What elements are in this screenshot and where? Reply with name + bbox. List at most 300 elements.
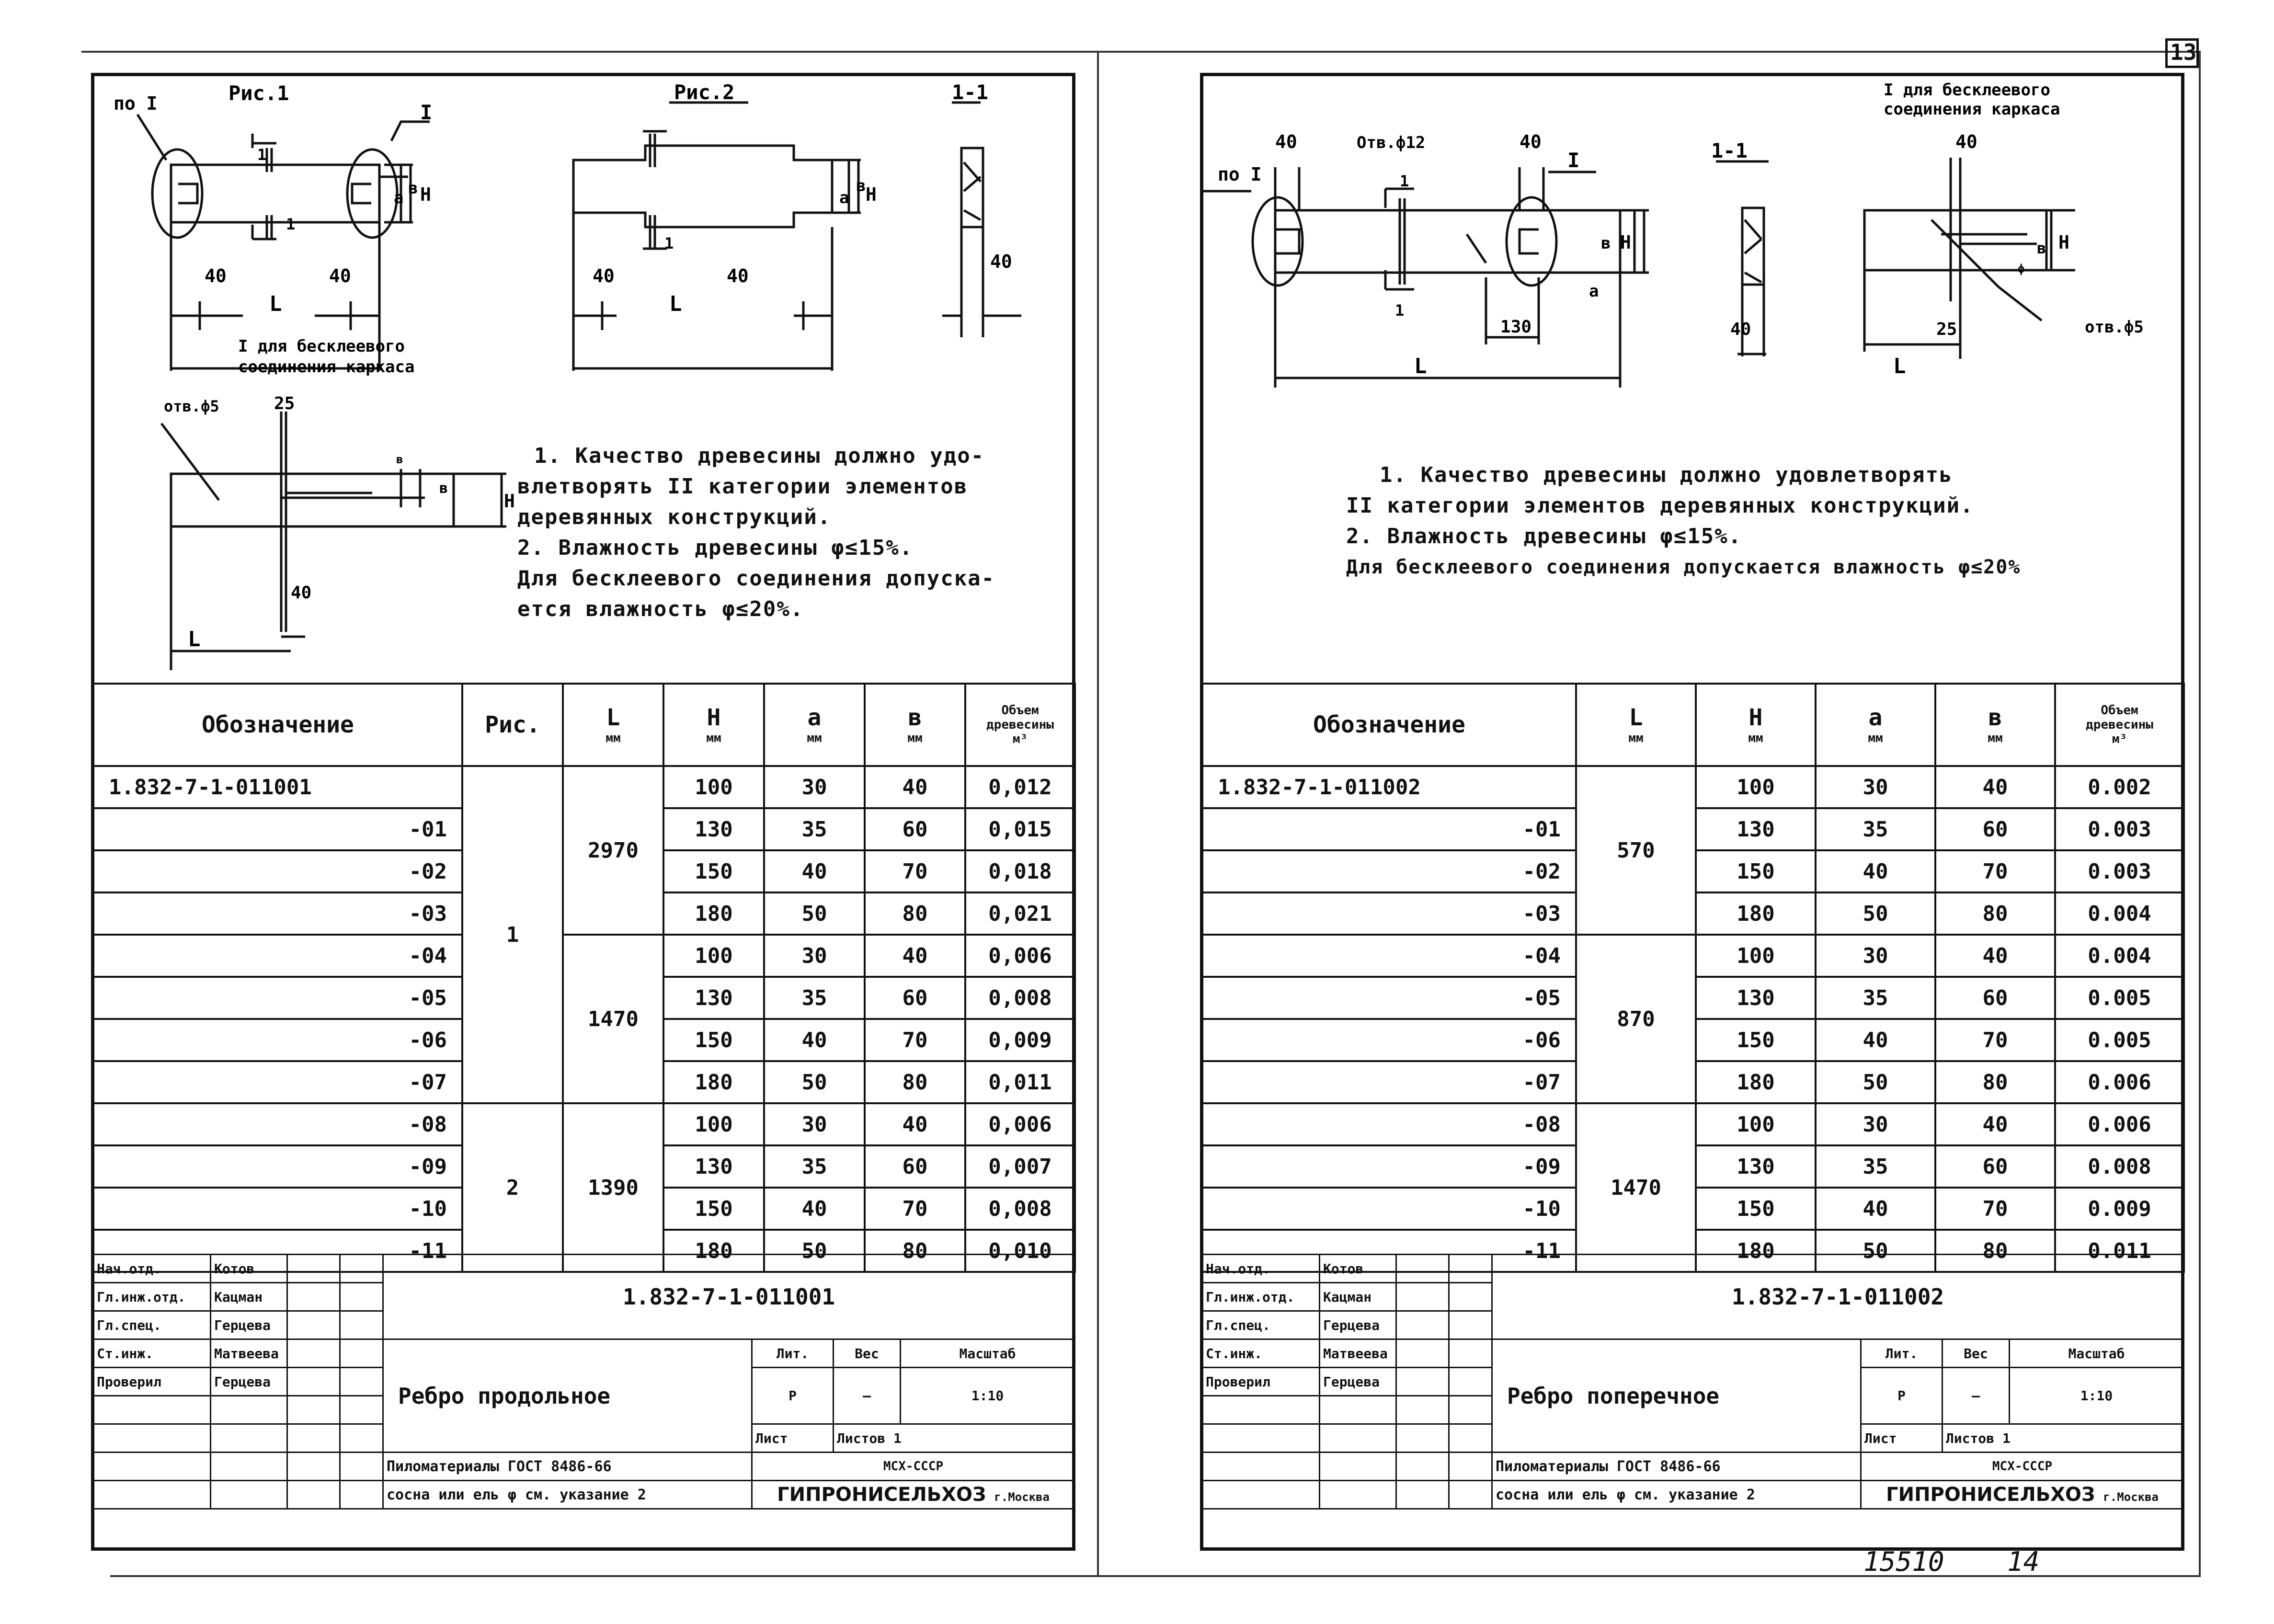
designation-cell: -08 <box>93 1103 462 1145</box>
right-drawings <box>1203 76 2181 683</box>
volume-cell: 0,021 <box>965 892 1075 935</box>
b-cell: 70 <box>865 850 965 892</box>
b-cell: 60 <box>865 1145 965 1188</box>
height-cell: 100 <box>663 1103 764 1145</box>
right-tb-empty-r5a <box>1202 1396 1320 1424</box>
height-cell: 150 <box>663 1019 764 1061</box>
right-note-1: 1. Качество древесины должно удовлетворять <box>1380 463 1953 487</box>
volume-cell: 0.006 <box>2055 1061 2184 1103</box>
fig1-dim-end-left: 40 <box>205 265 227 286</box>
right-tb-lit-h: Лит. <box>1861 1339 1943 1368</box>
left-tb-empty-r5a <box>93 1396 211 1424</box>
right-note-4: Для бесклеевого соединения допускается влажность φ≤20% <box>1346 556 2021 578</box>
designation-cell: -03 <box>93 892 462 935</box>
right-tb-empty-r6d <box>1449 1424 1492 1452</box>
hdr-a: a мм <box>764 684 865 766</box>
length-cell: 1390 <box>563 1103 663 1272</box>
right-tb-date-1 <box>1449 1283 1492 1311</box>
volume-cell: 0.005 <box>2055 1019 2184 1061</box>
a-cell: 40 <box>764 1019 865 1061</box>
fig1-detail-mark: I <box>420 101 433 124</box>
volume-cell: 0.003 <box>2055 850 2184 892</box>
left-tb-empty-r7a <box>93 1452 211 1481</box>
left-tb-name-0: Котов <box>211 1255 287 1283</box>
volume-cell: 0,007 <box>965 1145 1075 1188</box>
right-edge-line <box>2199 51 2201 1577</box>
volume-cell: 0,015 <box>965 808 1075 850</box>
designation-cell: -04 <box>93 935 462 977</box>
b-cell: 60 <box>865 808 965 850</box>
right-tb-role-1: Гл.инж.отд. <box>1202 1283 1320 1311</box>
left-tb-scale: 1:10 <box>901 1368 1075 1424</box>
right-detail-dim-h: H <box>2058 232 2069 253</box>
left-tb-lit: Р <box>752 1368 834 1424</box>
b-cell: 60 <box>1935 808 2055 850</box>
right-tb-empty-r7b <box>1320 1452 1396 1481</box>
designation-cell: -11 <box>93 1230 462 1272</box>
designation-cell: -01 <box>93 808 462 850</box>
height-cell: 100 <box>663 766 764 808</box>
right-spec-header <box>1202 684 2184 766</box>
left-tb-empty-r6d <box>340 1424 383 1452</box>
b-cell: 70 <box>1935 1019 2055 1061</box>
left-tb-date-4 <box>340 1368 383 1396</box>
left-section-dim: 40 <box>990 251 1012 272</box>
rhdr-a: a мм <box>1816 684 1935 766</box>
fig1-dim-length: L <box>269 292 282 316</box>
detail-dim-gap: в <box>396 453 403 466</box>
a-cell: 40 <box>1816 1188 1935 1230</box>
left-tb-sheets-h: Листов 1 <box>834 1424 1075 1452</box>
fig2-dim-b: в <box>856 176 866 195</box>
right-tb-empty-r6c <box>1396 1424 1449 1452</box>
table-row <box>93 935 1075 977</box>
table-row <box>1202 766 2184 808</box>
left-note-2: влетворять II категории элементов <box>517 474 968 499</box>
left-tb-date-2 <box>340 1311 383 1339</box>
table-row <box>93 1103 1075 1145</box>
detail-caption-line1: I для бесклеевого <box>238 337 405 356</box>
b-cell: 70 <box>865 1188 965 1230</box>
designation-cell: -02 <box>1202 850 1576 892</box>
detail-hole-label: отв.ф5 <box>164 397 219 415</box>
left-note-3: деревянных конструкций. <box>517 505 832 529</box>
right-tb-sign-2 <box>1396 1311 1449 1339</box>
right-tb-name-3: Матвеева <box>1320 1339 1396 1368</box>
volume-cell: 0.005 <box>2055 977 2184 1019</box>
right-dim-b: в <box>1601 234 1611 253</box>
volume-cell: 0.003 <box>2055 808 2184 850</box>
right-tb-role-2: Гл.спец. <box>1202 1311 1320 1339</box>
b-cell: 60 <box>1935 977 2055 1019</box>
fig1-dim-b: в <box>408 179 418 198</box>
height-cell: 100 <box>663 935 764 977</box>
detail-dim-bottom: 40 <box>291 583 312 603</box>
right-note-2: II категории элементов деревянных конструкций. <box>1346 493 1974 518</box>
right-tb-date-2 <box>1449 1311 1492 1339</box>
right-tb-ves-h: Вес <box>1943 1339 2010 1368</box>
rhdr-L: L мм <box>1576 684 1696 766</box>
a-cell: 35 <box>764 977 865 1019</box>
hdr-fig: Рис. <box>462 684 563 766</box>
rhdr-volume: Объем древесины м³ <box>2055 684 2184 766</box>
right-tb-scale: 1:10 <box>2010 1368 2184 1424</box>
height-cell: 100 <box>1696 935 1816 977</box>
a-cell: 35 <box>764 808 865 850</box>
a-cell: 50 <box>1816 1061 1935 1103</box>
fig1-section-top: 1 <box>257 146 267 164</box>
right-tb-empty-r5d <box>1449 1396 1492 1424</box>
right-spec-table <box>1201 683 2185 1273</box>
detail-dim-a: в <box>439 480 448 497</box>
rhdr-designation: Обозначение <box>1202 684 1576 766</box>
left-tb-role-2: Гл.спец. <box>93 1311 211 1339</box>
right-tb-ves: — <box>1943 1368 2010 1424</box>
right-tb-code: 1.832-7-1-011002 <box>1492 1255 2184 1339</box>
left-tb-role-4: Проверил <box>93 1368 211 1396</box>
fig2-dim-end-right: 40 <box>727 265 749 286</box>
rhdr-b: в мм <box>1935 684 2055 766</box>
left-tb-empty-r5d <box>340 1396 383 1424</box>
left-note-5: Для бесклеевого соединения допуска- <box>517 566 995 591</box>
left-tb-sign-4 <box>287 1368 340 1396</box>
volume-cell: 0.011 <box>2055 1230 2184 1272</box>
left-tb-sign-0 <box>287 1255 340 1283</box>
a-cell: 40 <box>764 1188 865 1230</box>
a-cell: 35 <box>1816 808 1935 850</box>
b-cell: 80 <box>1935 892 2055 935</box>
a-cell: 35 <box>1816 1145 1935 1188</box>
volume-cell: 0.004 <box>2055 935 2184 977</box>
right-dim-40b: 40 <box>1520 131 1542 152</box>
left-tb-role-1: Гл.инж.отд. <box>93 1283 211 1311</box>
fig1-dim-end-right: 40 <box>329 265 351 286</box>
volume-cell: 0,006 <box>965 1103 1075 1145</box>
b-cell: 40 <box>865 1103 965 1145</box>
left-tb-material-2: сосна или ель φ см. указание 2 <box>383 1481 752 1509</box>
table-row <box>1202 1103 2184 1145</box>
left-tb-sign-1 <box>287 1283 340 1311</box>
height-cell: 180 <box>1696 892 1816 935</box>
hdr-b: в мм <box>865 684 965 766</box>
left-tb-name-3: Матвеева <box>211 1339 287 1368</box>
detail-caption-line2: соединения каркаса <box>238 357 415 377</box>
a-cell: 40 <box>1816 850 1935 892</box>
right-detail-dim-top: 40 <box>1955 131 1977 152</box>
b-cell: 40 <box>1935 1103 2055 1145</box>
fig1-dim-h: H <box>420 184 431 205</box>
height-cell: 130 <box>663 1145 764 1188</box>
right-tb-scale-h: Масштаб <box>2010 1339 2184 1368</box>
designation-cell: -05 <box>1202 977 1576 1019</box>
designation-cell: -10 <box>1202 1188 1576 1230</box>
fig1-detail-ref: по I <box>114 93 158 114</box>
right-detail-dim-length: L <box>1893 354 1906 378</box>
left-tb-empty-r7c <box>287 1452 340 1481</box>
a-cell: 30 <box>764 935 865 977</box>
designation-cell: -03 <box>1202 892 1576 935</box>
left-tb-ves: — <box>834 1368 901 1424</box>
left-tb-material-1: Пиломатериалы ГОСТ 8486-66 <box>383 1452 752 1481</box>
a-cell: 50 <box>1816 892 1935 935</box>
height-cell: 130 <box>1696 977 1816 1019</box>
left-tb-empty-r7d <box>340 1452 383 1481</box>
fold-line <box>1097 51 1099 1577</box>
height-cell: 180 <box>663 1230 764 1272</box>
left-tb-ves-h: Вес <box>834 1339 901 1368</box>
a-cell: 50 <box>1816 1230 1935 1272</box>
right-detail-dim-b: в <box>2037 239 2046 257</box>
volume-cell: 0,012 <box>965 766 1075 808</box>
right-tb-empty-r5b <box>1320 1396 1396 1424</box>
right-tb-empty-r8a <box>1202 1481 1320 1509</box>
volume-cell: 0,010 <box>965 1230 1075 1272</box>
designation-cell: -11 <box>1202 1230 1576 1272</box>
left-tb-empty-r6a <box>93 1424 211 1452</box>
length-cell: 1470 <box>1576 1103 1696 1272</box>
right-tb-empty-r8d <box>1449 1481 1492 1509</box>
b-cell: 40 <box>1935 935 2055 977</box>
volume-cell: 0.009 <box>2055 1188 2184 1230</box>
left-note-4: 2. Влажность древесины φ≤15%. <box>517 536 914 560</box>
b-cell: 70 <box>1935 1188 2055 1230</box>
fig-cell: 1 <box>462 766 563 1103</box>
left-note-6: ется влажность φ≤20%. <box>517 597 804 621</box>
left-tb-code: 1.832-7-1-011001 <box>383 1255 1075 1339</box>
left-tb-date-1 <box>340 1283 383 1311</box>
left-tb-date-3 <box>340 1339 383 1368</box>
right-hole-label: Отв.ф12 <box>1357 133 1426 152</box>
left-tb-lit-h: Лит. <box>752 1339 834 1368</box>
table-row <box>1202 935 2184 977</box>
left-tb-empty-r8c <box>287 1481 340 1509</box>
right-detail-dim-bottom: 25 <box>1936 320 1957 339</box>
height-cell: 180 <box>663 1061 764 1103</box>
right-tb-sign-1 <box>1396 1283 1449 1311</box>
fig2-dim-end-left: 40 <box>593 265 615 286</box>
right-section-dim: 40 <box>1730 320 1751 339</box>
volume-cell: 0,008 <box>965 977 1075 1019</box>
right-tb-date-4 <box>1449 1368 1492 1396</box>
detail-dim-length: L <box>188 627 201 652</box>
top-border-line <box>81 51 2199 53</box>
right-detail-hole: отв.ф5 <box>2085 318 2144 337</box>
b-cell: 60 <box>865 977 965 1019</box>
right-tb-empty-r7c <box>1396 1452 1449 1481</box>
volume-cell: 0.006 <box>2055 1103 2184 1145</box>
b-cell: 80 <box>865 892 965 935</box>
left-tb-part-name: Ребро продольное <box>383 1339 752 1452</box>
b-cell: 40 <box>865 766 965 808</box>
fig2-title: Рис.2 <box>674 80 735 104</box>
right-title-block <box>1201 1254 2184 1510</box>
right-tb-empty-r8c <box>1396 1481 1449 1509</box>
right-section-top: 1 <box>1400 172 1409 190</box>
designation-cell: 1.832-7-1-011001 <box>93 766 462 808</box>
fig2-section: 1 <box>664 234 674 252</box>
hdr-designation: Обозначение <box>93 684 462 766</box>
left-tb-role-3: Ст.инж. <box>93 1339 211 1368</box>
left-tb-empty-r7b <box>211 1452 287 1481</box>
page-number: 13 <box>2170 39 2197 65</box>
left-tb-scale-h: Масштаб <box>901 1339 1075 1368</box>
designation-cell: -09 <box>93 1145 462 1188</box>
b-cell: 70 <box>865 1019 965 1061</box>
a-cell: 35 <box>764 1145 865 1188</box>
height-cell: 150 <box>1696 850 1816 892</box>
rhdr-H: H мм <box>1696 684 1816 766</box>
right-tb-lit: Р <box>1861 1368 1943 1424</box>
a-cell: 35 <box>1816 977 1935 1019</box>
right-dim-40a: 40 <box>1275 131 1297 152</box>
height-cell: 100 <box>1696 1103 1816 1145</box>
volume-cell: 0,011 <box>965 1061 1075 1103</box>
right-tb-empty-r5c <box>1396 1396 1449 1424</box>
table-row <box>93 766 1075 808</box>
left-title-block <box>92 1254 1075 1510</box>
a-cell: 50 <box>764 892 865 935</box>
right-tb-material-2: сосна или ель φ см. указание 2 <box>1492 1481 1861 1509</box>
height-cell: 130 <box>1696 808 1816 850</box>
right-detail-dim-gap: ф <box>2018 262 2025 275</box>
a-cell: 50 <box>764 1230 865 1272</box>
right-tb-sign-0 <box>1396 1255 1449 1283</box>
height-cell: 150 <box>663 1188 764 1230</box>
right-tb-empty-r6a <box>1202 1424 1320 1452</box>
height-cell: 150 <box>1696 1188 1816 1230</box>
right-section-title: 1-1 <box>1711 139 1748 162</box>
length-cell: 1470 <box>563 935 663 1103</box>
left-tb-role-0: Нач.отд. <box>93 1255 211 1283</box>
left-tb-sign-3 <box>287 1339 340 1368</box>
left-tb-name-1: Кацман <box>211 1283 287 1311</box>
left-spec-table <box>92 683 1076 1273</box>
fig-cell: 2 <box>462 1103 563 1272</box>
right-tb-name-4: Герцева <box>1320 1368 1396 1396</box>
designation-cell: -07 <box>93 1061 462 1103</box>
left-tb-empty-r6b <box>211 1424 287 1452</box>
designation-cell: -08 <box>1202 1103 1576 1145</box>
right-note-3: 2. Влажность древесины φ≤15%. <box>1346 524 1742 549</box>
right-dim-h: H <box>1620 232 1631 253</box>
height-cell: 150 <box>663 850 764 892</box>
fig1-dim-a: a <box>394 188 404 207</box>
b-cell: 80 <box>865 1230 965 1272</box>
right-tb-name-0: Котов <box>1320 1255 1396 1283</box>
designation-cell: 1.832-7-1-011002 <box>1202 766 1576 808</box>
right-tb-empty-r7a <box>1202 1452 1320 1481</box>
b-cell: 70 <box>1935 850 2055 892</box>
detail-dim-top: 25 <box>274 394 295 413</box>
right-dim-length: L <box>1414 354 1427 378</box>
height-cell: 130 <box>663 977 764 1019</box>
left-tb-name-4: Герцева <box>211 1368 287 1396</box>
right-tb-empty-r7d <box>1449 1452 1492 1481</box>
fig1-title: Рис.1 <box>229 81 289 105</box>
right-detail-mark: I <box>1567 149 1580 172</box>
b-cell: 80 <box>1935 1230 2055 1272</box>
left-tb-sheet-h: Лист <box>752 1424 834 1452</box>
length-cell: 870 <box>1576 935 1696 1103</box>
archive-sheet: 14 <box>2007 1546 2040 1578</box>
right-tb-part-name: Ребро поперечное <box>1492 1339 1861 1452</box>
designation-cell: -02 <box>93 850 462 892</box>
left-tb-empty-r8d <box>340 1481 383 1509</box>
right-tb-sign-3 <box>1396 1339 1449 1368</box>
right-tb-sheet-h: Лист <box>1861 1424 1943 1452</box>
a-cell: 30 <box>1816 935 1935 977</box>
b-cell: 60 <box>1935 1145 2055 1188</box>
right-tb-sheets-h: Листов 1 <box>1943 1424 2184 1452</box>
detail-dim-h: H <box>504 491 515 512</box>
designation-cell: -07 <box>1202 1061 1576 1103</box>
left-spec-header <box>93 684 1075 766</box>
right-tb-role-0: Нач.отд. <box>1202 1255 1320 1283</box>
a-cell: 30 <box>1816 1103 1935 1145</box>
designation-cell: -01 <box>1202 808 1576 850</box>
a-cell: 30 <box>764 766 865 808</box>
designation-cell: -10 <box>93 1188 462 1230</box>
right-tb-date-0 <box>1449 1255 1492 1283</box>
left-note-1: 1. Качество древесины должно удо- <box>534 444 985 468</box>
volume-cell: 0.004 <box>2055 892 2184 935</box>
b-cell: 80 <box>865 1061 965 1103</box>
height-cell: 180 <box>1696 1061 1816 1103</box>
height-cell: 130 <box>663 808 764 850</box>
b-cell: 40 <box>865 935 965 977</box>
left-tb-org-top: МСХ-СССР <box>752 1452 1075 1481</box>
length-cell: 570 <box>1576 766 1696 935</box>
right-detail-caption-1: I для бесклеевого <box>1884 80 2050 100</box>
right-dim-130: 130 <box>1500 317 1532 337</box>
fig2-dim-length: L <box>669 292 682 316</box>
fig2-dim-a: a <box>839 188 849 207</box>
a-cell: 30 <box>1816 766 1935 808</box>
length-cell: 2970 <box>563 766 663 935</box>
left-tb-empty-r8a <box>93 1481 211 1509</box>
right-tb-name-1: Кацман <box>1320 1283 1396 1311</box>
right-tb-date-3 <box>1449 1339 1492 1368</box>
left-section-title: 1-1 <box>952 80 988 104</box>
fig2-dim-h: H <box>866 184 877 205</box>
left-tb-empty-r6c <box>287 1424 340 1452</box>
right-tb-name-2: Герцева <box>1320 1311 1396 1339</box>
designation-cell: -06 <box>93 1019 462 1061</box>
a-cell: 30 <box>764 1103 865 1145</box>
left-tb-empty-r5c <box>287 1396 340 1424</box>
left-tb-name-2: Герцева <box>211 1311 287 1339</box>
right-tb-material-1: Пиломатериалы ГОСТ 8486-66 <box>1492 1452 1861 1481</box>
right-tb-org: ГИПРОНИСЕЛЬХОЗ г.Москва <box>1861 1481 2184 1509</box>
b-cell: 40 <box>1935 766 2055 808</box>
designation-cell: -06 <box>1202 1019 1576 1061</box>
hdr-H: H мм <box>663 684 764 766</box>
right-detail-ref: по I <box>1218 164 1262 185</box>
right-section-bottom: 1 <box>1395 301 1405 320</box>
b-cell: 80 <box>1935 1061 2055 1103</box>
height-cell: 150 <box>1696 1019 1816 1061</box>
right-detail-caption-2: соединения каркаса <box>1884 100 2060 119</box>
designation-cell: -09 <box>1202 1145 1576 1188</box>
left-tb-empty-r5b <box>211 1396 287 1424</box>
right-tb-role-3: Ст.инж. <box>1202 1339 1320 1368</box>
volume-cell: 0,009 <box>965 1019 1075 1061</box>
left-tb-org: ГИПРОНИСЕЛЬХОЗ г.Москва <box>752 1481 1075 1509</box>
height-cell: 180 <box>1696 1230 1816 1272</box>
volume-cell: 0.008 <box>2055 1145 2184 1188</box>
volume-cell: 0,018 <box>965 850 1075 892</box>
designation-cell: -05 <box>93 977 462 1019</box>
